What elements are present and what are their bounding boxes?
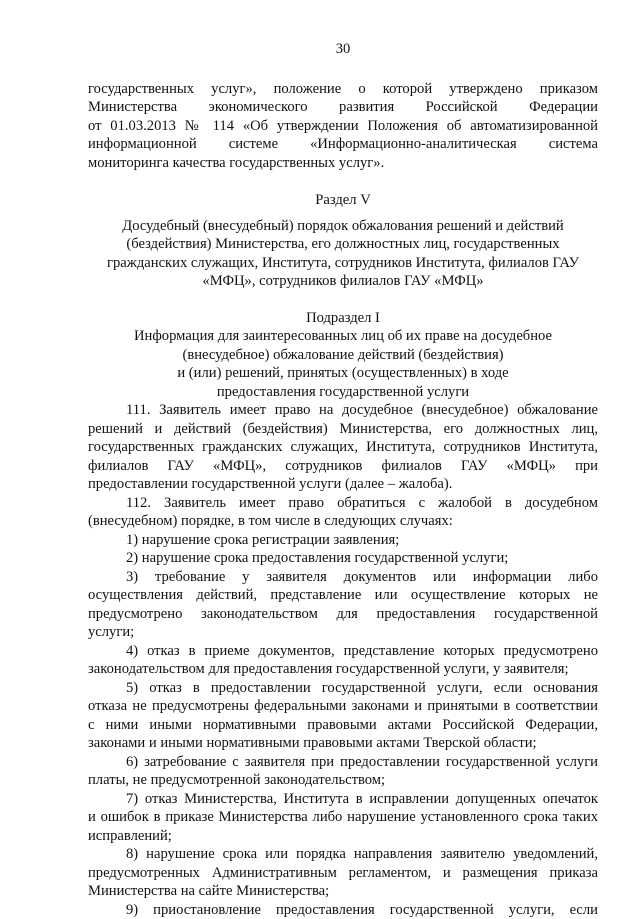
text-line: информационной системе «Информационно-аналитическая система [88, 135, 598, 154]
section-title-line: гражданских служащих, Института, сотрудников Института, филиалов ГАУ [88, 254, 598, 273]
text-line: 112. Заявитель имеет право обратиться с жалобой в досудебном [88, 494, 598, 513]
text-line: услуги; [88, 623, 598, 642]
text-line: Министерства на сайте Министерства; [88, 882, 598, 901]
text-line: 7) отказ Министерства, Института в исправлении допущенных опечаток [88, 790, 598, 809]
list-item-6 [88, 753, 598, 790]
document-page [88, 40, 598, 919]
text-line: законами и иными нормативными правовыми актами Тверской области; [88, 734, 598, 753]
text-line: 2) нарушение срока предоставления государственной услуги; [88, 549, 598, 568]
text-line: от 01.03.2013 № 114 «Об утверждении Положения об автоматизированной [88, 117, 598, 136]
text-line: 1) нарушение срока регистрации заявления; [88, 531, 598, 550]
text-line: исправлений; [88, 827, 598, 846]
list-item-7 [88, 790, 598, 846]
text-line: с ними иными нормативными правовыми актами Российской Федерации, [88, 716, 598, 735]
subsection-title-line: и (или) решений, принятых (осуществленных) в ходе [88, 364, 598, 383]
list-item-8 [88, 845, 598, 901]
paragraph-111 [88, 401, 598, 494]
text-line: государственных гражданских служащих, Института, сотрудников Института, [88, 438, 598, 457]
text-line: решений и действий (бездействия) Министерства, его должностных лиц, [88, 420, 598, 439]
section-heading [88, 191, 598, 291]
text-line: 9) приостановление предоставления государственной услуги, если [88, 901, 598, 919]
text-line: мониторинга качества государственных услуг». [88, 154, 598, 173]
page-number: 30 [88, 40, 598, 59]
text-line: 8) нарушение срока или порядка направления заявителю уведомлений, [88, 845, 598, 864]
text-line: 4) отказ в приеме документов, представление которых предусмотрено [88, 642, 598, 661]
list-item-4 [88, 642, 598, 679]
section-title-line: «МФЦ», сотрудников филиалов ГАУ «МФЦ» [88, 272, 598, 291]
text-line: осуществления действий, представление или осуществление которых не [88, 586, 598, 605]
subsection-label: Подраздел I [88, 309, 598, 328]
subsection-heading [88, 309, 598, 402]
text-line: 6) затребование с заявителя при предоставлении государственной услуги [88, 753, 598, 772]
section-title-line: (бездействия) Министерства, его должностных лиц, государственных [88, 235, 598, 254]
intro-paragraph [88, 80, 598, 173]
text-line: государственных услуг», положение о которой утверждено приказом [88, 80, 598, 99]
list-item-1 [88, 531, 598, 550]
list-item-5 [88, 679, 598, 753]
text-line: предусмотрено законодательством для предоставления государственной [88, 605, 598, 624]
subsection-title-line: (внесудебное) обжалование действий (бездействия) [88, 346, 598, 365]
list-item-9 [88, 901, 598, 919]
text-line: законодательством для предоставления государственной услуги, у заявителя; [88, 660, 598, 679]
section-title-line: Досудебный (внесудебный) порядок обжалования решений и действий [88, 217, 598, 236]
text-line: Министерства экономического развития Российской Федерации [88, 98, 598, 117]
list-item-2 [88, 549, 598, 568]
text-line: отказа не предусмотрены федеральными законами и принятыми в соответствии [88, 697, 598, 716]
text-line: предоставлении государственной услуги (далее – жалоба). [88, 475, 598, 494]
text-line: предусмотренных Административным регламентом, и размещения приказа [88, 864, 598, 883]
text-line: 111. Заявитель имеет право на досудебное (внесудебное) обжалование [88, 401, 598, 420]
list-item-3 [88, 568, 598, 642]
text-line: платы, не предусмотренной законодательством; [88, 771, 598, 790]
text-line: 5) отказ в предоставлении государственной услуги, если основания [88, 679, 598, 698]
paragraph-112 [88, 494, 598, 531]
text-line: филиалов ГАУ «МФЦ», сотрудников филиалов ГАУ «МФЦ» при [88, 457, 598, 476]
text-line: и ошибок в приказе Министерства либо нарушение установленного срока таких [88, 808, 598, 827]
section-label: Раздел V [88, 191, 598, 210]
subsection-title-line: Информация для заинтересованных лиц об их праве на досудебное [88, 327, 598, 346]
text-line: 3) требование у заявителя документов или информации либо [88, 568, 598, 587]
subsection-title-line: предоставления государственной услуги [88, 383, 598, 402]
text-line: (внесудебном) порядке, в том числе в следующих случаях: [88, 512, 598, 531]
